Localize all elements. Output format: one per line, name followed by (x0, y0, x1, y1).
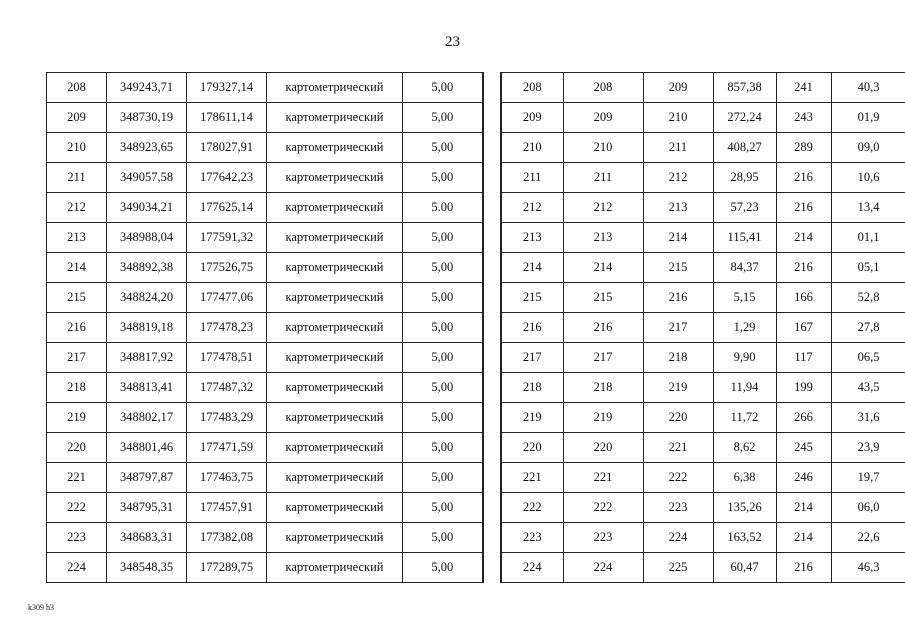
page-number: 23 (445, 34, 460, 50)
table-cell: 5,00 (403, 433, 483, 463)
table-cell: 216 (47, 313, 107, 343)
table-cell: 220 (563, 433, 643, 463)
table-row (47, 403, 483, 433)
table-row (501, 283, 905, 313)
table-cell: 348801,46 (107, 433, 187, 463)
table-cell: 43,5 (831, 373, 905, 403)
table-cell: 348730,19 (107, 103, 187, 133)
table-cell: 266 (776, 403, 831, 433)
table-cell: 348802,17 (107, 403, 187, 433)
table-cell: 177463,75 (187, 463, 267, 493)
table-cell: 219 (563, 403, 643, 433)
table-row (47, 253, 483, 283)
table-cell: 115,41 (713, 223, 776, 253)
table-row (47, 283, 483, 313)
table-cell: картометрический (267, 163, 403, 193)
table-cell: 28,95 (713, 163, 776, 193)
table-cell: 218 (501, 373, 563, 403)
table-cell: 8,62 (713, 433, 776, 463)
table-cell: 348795,31 (107, 493, 187, 523)
table-cell: картометрический (267, 133, 403, 163)
table-cell: 209 (643, 73, 713, 103)
table-cell: 224 (643, 523, 713, 553)
table-cell: картометрический (267, 523, 403, 553)
table-cell: 5,00 (403, 523, 483, 553)
coordinates-table (46, 72, 484, 583)
table-cell: 179327,14 (187, 73, 267, 103)
table-cell: 349243,71 (107, 73, 187, 103)
table-row (47, 553, 483, 583)
table-cell: 178611,14 (187, 103, 267, 133)
table-row (501, 133, 905, 163)
table-cell: 11,72 (713, 403, 776, 433)
table-cell: 213 (643, 193, 713, 223)
table-cell: 212 (643, 163, 713, 193)
table-cell: 211 (563, 163, 643, 193)
table-cell: 289 (776, 133, 831, 163)
table-cell: 177642,23 (187, 163, 267, 193)
table-cell: 05,1 (831, 253, 905, 283)
table-cell: 857,38 (713, 73, 776, 103)
table-cell: 177477,06 (187, 283, 267, 313)
table-cell: 177625,14 (187, 193, 267, 223)
table-cell: 348892,38 (107, 253, 187, 283)
table-cell: 213 (563, 223, 643, 253)
table-cell: 135,26 (713, 493, 776, 523)
table-row (47, 523, 483, 553)
table-cell: 224 (563, 553, 643, 583)
table-cell: 01,1 (831, 223, 905, 253)
table-cell: 225 (643, 553, 713, 583)
table-cell: 52,8 (831, 283, 905, 313)
table-cell: 209 (47, 103, 107, 133)
table-cell: 348548,35 (107, 553, 187, 583)
table-cell: 5,00 (403, 253, 483, 283)
table-row (501, 373, 905, 403)
table-cell: 224 (47, 553, 107, 583)
table-cell: 210 (643, 103, 713, 133)
table-cell: 217 (47, 343, 107, 373)
table-cell: 241 (776, 73, 831, 103)
table-cell: 06,5 (831, 343, 905, 373)
table-cell: 217 (643, 313, 713, 343)
table-row (47, 433, 483, 463)
table-cell: 23,9 (831, 433, 905, 463)
table-cell: 214 (47, 253, 107, 283)
table-cell: 10,6 (831, 163, 905, 193)
table-cell: 46,3 (831, 553, 905, 583)
table-cell: 177457,91 (187, 493, 267, 523)
table-cell: картометрический (267, 313, 403, 343)
table-row (501, 553, 905, 583)
table-cell: 208 (501, 73, 563, 103)
table-cell: 222 (563, 493, 643, 523)
table-row (501, 313, 905, 343)
table-cell: 57,23 (713, 193, 776, 223)
table-cell: 09,0 (831, 133, 905, 163)
table-cell: картометрический (267, 463, 403, 493)
table-cell: 214 (563, 253, 643, 283)
table-cell: 11,94 (713, 373, 776, 403)
table-row (47, 73, 483, 103)
table-cell: 60,47 (713, 553, 776, 583)
table-cell: 245 (776, 433, 831, 463)
table-cell: 348813,41 (107, 373, 187, 403)
table-row (47, 223, 483, 253)
table-row (501, 73, 905, 103)
table-cell: 19,7 (831, 463, 905, 493)
table-cell: 40,3 (831, 73, 905, 103)
table-cell: 348923,65 (107, 133, 187, 163)
table-row (501, 403, 905, 433)
table-cell: 213 (501, 223, 563, 253)
table-cell: 223 (47, 523, 107, 553)
table-cell: 221 (501, 463, 563, 493)
table-cell: картометрический (267, 253, 403, 283)
table-cell: 214 (643, 223, 713, 253)
table-row (47, 463, 483, 493)
table-cell: 219 (501, 403, 563, 433)
table-row (501, 463, 905, 493)
table-cell: 221 (47, 463, 107, 493)
table-cell: 5,00 (403, 463, 483, 493)
table-cell: 217 (501, 343, 563, 373)
table-cell: 220 (643, 403, 713, 433)
table-cell: 223 (643, 493, 713, 523)
table-cell: 6,38 (713, 463, 776, 493)
table-row (501, 343, 905, 373)
table-row (47, 163, 483, 193)
table-cell: 212 (563, 193, 643, 223)
table-cell: 348683,31 (107, 523, 187, 553)
table-cell: 5,00 (403, 223, 483, 253)
table-cell: 5,00 (403, 493, 483, 523)
table-row (47, 313, 483, 343)
table-cell: 177526,75 (187, 253, 267, 283)
table-cell: картометрический (267, 403, 403, 433)
table-cell: 84,37 (713, 253, 776, 283)
table-row (47, 103, 483, 133)
table-cell: картометрический (267, 553, 403, 583)
table-cell: 177478,51 (187, 343, 267, 373)
table-row (47, 133, 483, 163)
table-cell: 216 (776, 193, 831, 223)
table-cell: 177471,59 (187, 433, 267, 463)
table-row (501, 193, 905, 223)
table-cell: 214 (776, 223, 831, 253)
table-cell: картометрический (267, 373, 403, 403)
table-cell: 243 (776, 103, 831, 133)
table-cell: 216 (776, 253, 831, 283)
table-cell: 348797,87 (107, 463, 187, 493)
table-cell: 215 (643, 253, 713, 283)
table-cell: картометрический (267, 433, 403, 463)
table-cell: 06,0 (831, 493, 905, 523)
table-cell: 01,9 (831, 103, 905, 133)
table-row (47, 373, 483, 403)
table-cell: 177382,08 (187, 523, 267, 553)
table-cell: 209 (563, 103, 643, 133)
table-cell: 5,00 (403, 343, 483, 373)
table-cell: 213 (47, 223, 107, 253)
table-cell: 5,00 (403, 373, 483, 403)
segments-table (500, 72, 905, 583)
table-cell: 211 (643, 133, 713, 163)
table-cell: 209 (501, 103, 563, 133)
table-cell: 31,6 (831, 403, 905, 433)
table-cell: картометрический (267, 193, 403, 223)
table-cell: 348819,18 (107, 313, 187, 343)
table-cell: 5,00 (403, 163, 483, 193)
table-cell: 210 (563, 133, 643, 163)
table-cell: 221 (643, 433, 713, 463)
table-cell: 212 (47, 193, 107, 223)
table-row (47, 343, 483, 373)
table-cell: 178027,91 (187, 133, 267, 163)
table-cell: 348824,20 (107, 283, 187, 313)
table-cell: 216 (776, 163, 831, 193)
table-cell: 5,00 (403, 103, 483, 133)
table-row (47, 493, 483, 523)
table-cell: 224 (501, 553, 563, 583)
table-cell: 222 (47, 493, 107, 523)
table-cell: 13,4 (831, 193, 905, 223)
table-cell: 223 (563, 523, 643, 553)
table-row (501, 163, 905, 193)
table-cell: 177478,23 (187, 313, 267, 343)
table-cell: 348817,92 (107, 343, 187, 373)
table-cell: 221 (563, 463, 643, 493)
table-cell: 199 (776, 373, 831, 403)
table-cell: 5,00 (403, 133, 483, 163)
table-cell: 214 (776, 523, 831, 553)
table-cell: 272,24 (713, 103, 776, 133)
table-cell: 27,8 (831, 313, 905, 343)
table-cell: 223 (501, 523, 563, 553)
table-row (47, 193, 483, 223)
table-cell: 214 (776, 493, 831, 523)
table-cell: 22,6 (831, 523, 905, 553)
table-cell: 215 (501, 283, 563, 313)
table-cell: 219 (47, 403, 107, 433)
footer-code: k309 h3 (28, 603, 54, 612)
table-cell: 177487,32 (187, 373, 267, 403)
table-cell: картометрический (267, 343, 403, 373)
table-cell: 349034,21 (107, 193, 187, 223)
table-row (501, 523, 905, 553)
table-cell: 220 (501, 433, 563, 463)
table-cell: картометрический (267, 103, 403, 133)
table-cell: 215 (563, 283, 643, 313)
table-cell: 216 (501, 313, 563, 343)
table-cell: картометрический (267, 283, 403, 313)
table-cell: картометрический (267, 73, 403, 103)
table-cell: 5,00 (403, 283, 483, 313)
table-cell: 212 (501, 193, 563, 223)
table-cell: 216 (563, 313, 643, 343)
table-cell: 210 (501, 133, 563, 163)
table-cell: 220 (47, 433, 107, 463)
table-cell: 177591,32 (187, 223, 267, 253)
table-cell: 5,00 (403, 403, 483, 433)
table-cell: 218 (47, 373, 107, 403)
table-row (501, 253, 905, 283)
table-cell: 5.00 (403, 193, 483, 223)
table-cell: 211 (47, 163, 107, 193)
table-cell: 166 (776, 283, 831, 313)
table-cell: 216 (776, 553, 831, 583)
table-cell: 167 (776, 313, 831, 343)
table-cell: 214 (501, 253, 563, 283)
table-cell: 218 (643, 343, 713, 373)
table-cell: 1,29 (713, 313, 776, 343)
table-row (501, 103, 905, 133)
table-row (501, 493, 905, 523)
table-cell: картометрический (267, 493, 403, 523)
table-cell: 208 (563, 73, 643, 103)
table-cell: 163,52 (713, 523, 776, 553)
table-cell: 177483,29 (187, 403, 267, 433)
table-cell: 5,15 (713, 283, 776, 313)
table-cell: 117 (776, 343, 831, 373)
table-cell: 5,00 (403, 553, 483, 583)
table-cell: 408,27 (713, 133, 776, 163)
table-cell: 218 (563, 373, 643, 403)
table-cell: 208 (47, 73, 107, 103)
table-cell: 5,00 (403, 313, 483, 343)
table-cell: 9,90 (713, 343, 776, 373)
table-cell: 177289,75 (187, 553, 267, 583)
table-row (501, 223, 905, 253)
table-cell: 246 (776, 463, 831, 493)
table-cell: 210 (47, 133, 107, 163)
table-row (501, 433, 905, 463)
table-cell: 219 (643, 373, 713, 403)
table-cell: картометрический (267, 223, 403, 253)
table-cell: 215 (47, 283, 107, 313)
table-cell: 348988,04 (107, 223, 187, 253)
table-cell: 222 (643, 463, 713, 493)
table-cell: 217 (563, 343, 643, 373)
table-cell: 349057,58 (107, 163, 187, 193)
table-cell: 216 (643, 283, 713, 313)
table-cell: 222 (501, 493, 563, 523)
table-cell: 5,00 (403, 73, 483, 103)
table-cell: 211 (501, 163, 563, 193)
